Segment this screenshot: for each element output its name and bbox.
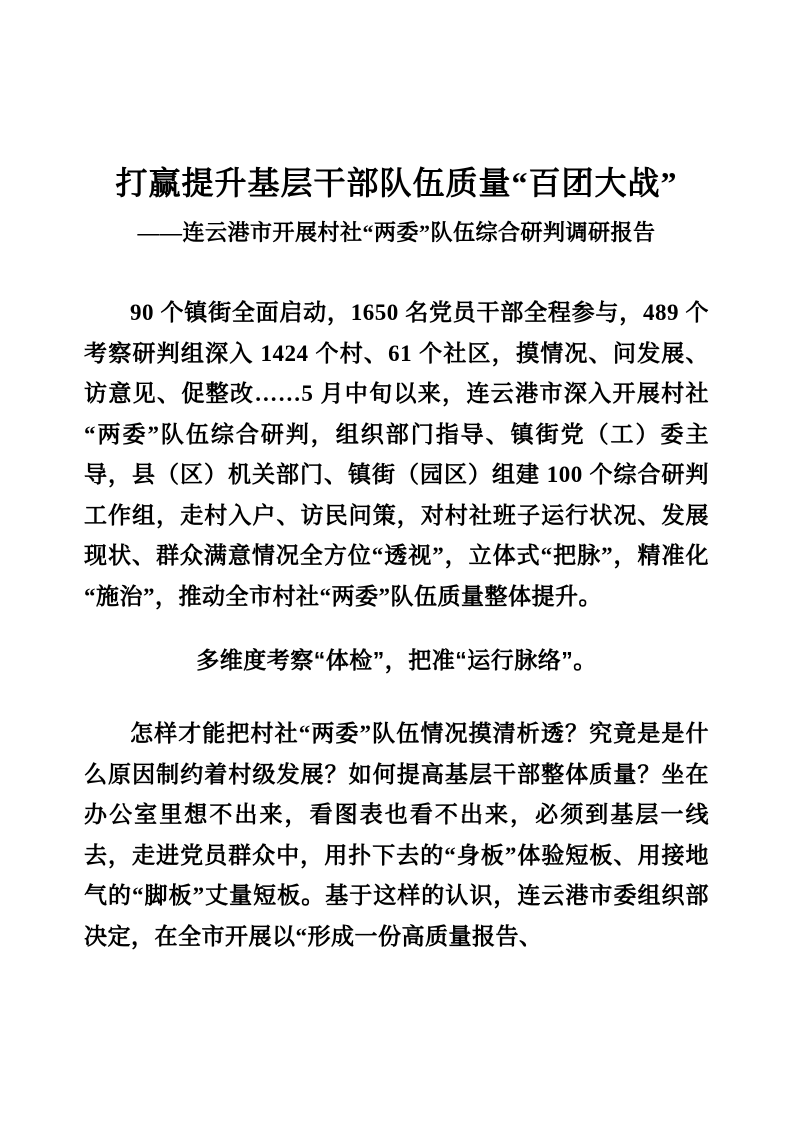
document-title: 打赢提升基层干部队伍质量“百团大战”: [115, 165, 678, 201]
document-subtitle: ——连云港市开展村社“两委”队伍综合研判调研报告: [137, 220, 656, 245]
section-heading: 多维度考察“体检”，把准“运行脉络”。: [196, 647, 597, 673]
paragraph: 怎样才能把村社“两委”队伍情况摸清析透？究竟是是什么原因制约着村级发展？如何提高基层干部整体质量？坐在办公室里想不出来，看图表也看不出来，必须到基层一线去，走进党员群众中，用扑下去的“身板”体验短板、用接地气的“脚板”丈量短板。基于这样的认识，连云港市委组织部决定，在全市开展以“形成一份高质量报告、: [84, 721, 709, 949]
paragraph: 90 个镇街全面启动，1650 名党员干部全程参与，489 个考察研判组深入 1424 个村、61 个社区，摸情况、问发展、访意见、促整改……5 月中旬以来，连云港市深入开展村社“两委”队伍综合研判，组织部门指导、镇街党（工）委主导，县（区）机关部门、镇街（园区）组建 100 个综合研判工作组，走村入户、访民问策，对村社班子运行状况、发展现状、群众满意情况全方位“透视”，立体式“把脉”，精准化“施治”，推动全市村社“两委”队伍质量整体提升。: [84, 300, 709, 609]
